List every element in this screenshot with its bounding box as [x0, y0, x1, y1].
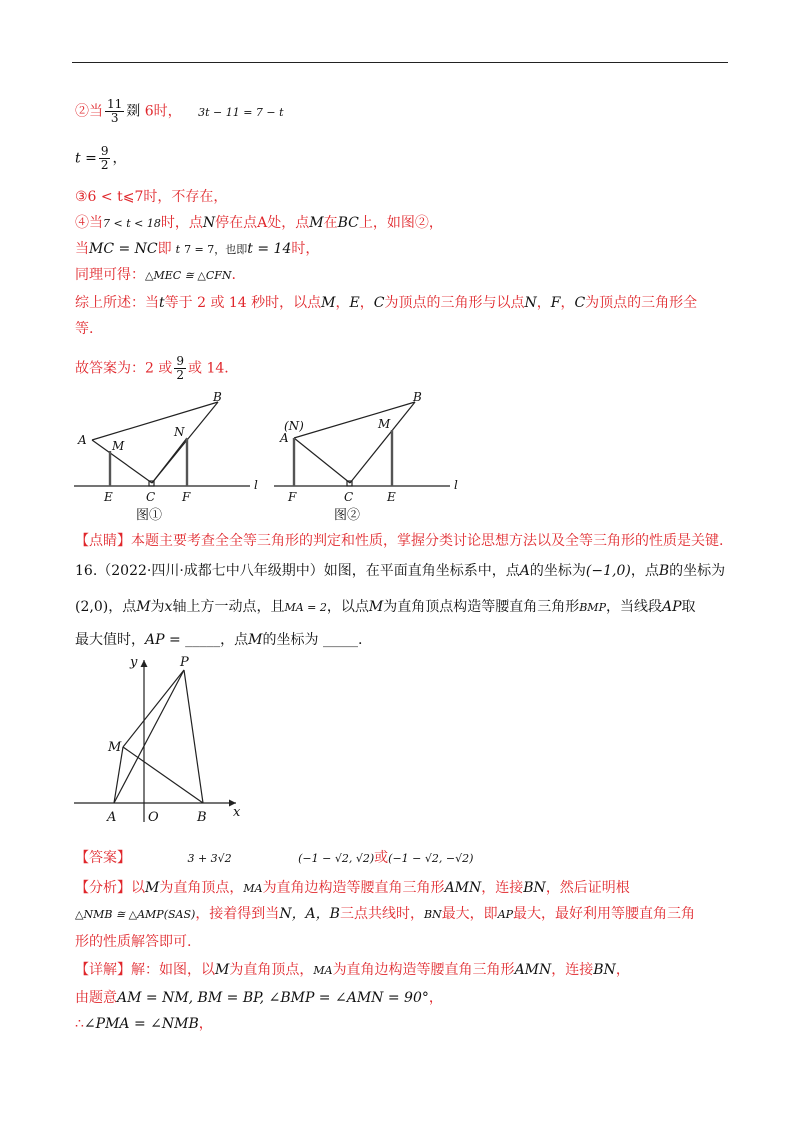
- summary-line-1: 综上所述：当t等于 2 或 14 秒时，以点M，E，C为顶点的三角形与以点N，F，C为顶点的三角形全: [75, 295, 698, 311]
- case4-when-line: 当MC = NC即 t 7 = 7，也即t = 14时，: [75, 241, 320, 257]
- problem16-line-3: 最大值时，AP = _____，点M的坐标为 _____.: [75, 632, 363, 648]
- segment-ac: [294, 438, 350, 483]
- case2-prefix: ②当: [75, 103, 103, 120]
- answer-blank-1[interactable]: _____: [185, 632, 221, 648]
- detail-line-2: 由题意AM = NM, BM = BP, ∠BMP = ∠AMN = 90°，: [75, 990, 443, 1006]
- answer16-line: 【答案】 3 + 3√2 (−1 − √2, √2)或(−1 − √2, −√2): [75, 850, 474, 866]
- label-y: y: [130, 655, 138, 670]
- label-c: C: [344, 490, 354, 504]
- summary-line-2: 等.: [75, 321, 94, 337]
- segment-ab: [92, 402, 218, 440]
- answer-line: 故答案为：2 或 $\frac{9}{2}$ 或 14.: [75, 354, 229, 382]
- label-f: F: [182, 490, 191, 504]
- detail-tag: 【详解】: [75, 962, 131, 978]
- figure-1-caption: 图①: [136, 508, 163, 523]
- segment-mb: [123, 747, 203, 803]
- segment-cb: [350, 402, 415, 483]
- label-n: (N): [284, 419, 304, 433]
- problem16-line-1: 16.（2022·四川·成都七中八年级期中）如图，在平面直角坐标系中，点A的坐标为(−1,0)，点B的坐标为: [75, 563, 726, 579]
- comment-tag: 【点睛】: [75, 533, 131, 549]
- label-b: B: [197, 810, 207, 825]
- analysis-line-3: 形的性质解答即可.: [75, 934, 192, 950]
- t-value-line: t = $\frac{9}{2}$ ，: [75, 144, 127, 172]
- detail-line-3: ∴∠PMA = ∠NMB，: [75, 1016, 213, 1032]
- fraction-9-2: $\frac{9}{2}$: [100, 144, 109, 172]
- answer-tag: 【答案】: [75, 850, 131, 866]
- analysis-tag: 【分析】: [75, 880, 131, 896]
- case2-line: ②当 $\frac{11}{3}$ 剟 6时， 3t − 11 = 7 − t: [75, 97, 284, 125]
- detail-line-1: 【详解】解：如图，以M为直角顶点，MA为直角边构造等腰直角三角形AMN，连接BN，: [75, 962, 630, 978]
- problem16-line-2: (2,0)，点M为x轴上方一动点，且MA = 2，以点M为直角顶点构造等腰直角三角形BMP，当线段AP取: [75, 599, 696, 615]
- label-o: O: [148, 810, 159, 825]
- figure-2: [270, 388, 470, 526]
- label-x: x: [233, 805, 241, 820]
- analysis-line-2: △NMB ≅ △AMP(SAS)，接着得到当N，A，B三点共线时，BN最大，即AP最大，最好利用等腰直角三角: [75, 906, 696, 922]
- label-a: A: [107, 810, 117, 825]
- figure-1: [70, 388, 270, 526]
- label-e: E: [387, 490, 396, 504]
- segment-pb: [184, 670, 203, 803]
- label-e: E: [104, 490, 113, 504]
- segment-mp: [123, 670, 184, 747]
- figure-2-caption: 图②: [334, 508, 361, 523]
- label-m: M: [108, 740, 122, 755]
- label-l: l: [254, 478, 258, 492]
- fraction-11-3: $\frac{11}{3}$: [107, 97, 123, 125]
- comment-line: 【点睛】本题主要考查全全等三角形的判定和性质，掌握分类讨论思想方法以及全等三角形的性质是关键.: [75, 533, 724, 549]
- label-l: l: [454, 478, 458, 492]
- label-a: A: [78, 433, 87, 447]
- label-m: M: [112, 439, 125, 453]
- segment-cn: [152, 438, 187, 483]
- label-a: A: [280, 431, 289, 445]
- case3-line: ③6 < t⩽7时，不存在，: [75, 189, 228, 205]
- case2-equation: 3t − 11 = 7 − t: [198, 105, 284, 119]
- label-b: B: [413, 390, 422, 404]
- label-c: C: [146, 490, 156, 504]
- header-rule: [72, 62, 728, 63]
- analysis-line-1: 【分析】以M为直角顶点，MA为直角边构造等腰直角三角形AMN，连接BN，然后证明根: [75, 880, 630, 896]
- segment-ab: [294, 402, 415, 438]
- answer-blank-2[interactable]: _____: [322, 632, 358, 648]
- label-p: P: [180, 655, 189, 670]
- label-b: B: [213, 390, 222, 404]
- case4-line: ④当7 < t < 18时，点N停在点A处，点M在BC上，如图②，: [75, 215, 443, 231]
- label-n: N: [174, 425, 185, 439]
- label-f: F: [288, 490, 297, 504]
- similar-line: 同理可得：△MEC ≅ △CFN.: [75, 267, 236, 283]
- fraction-9-2-answer: $\frac{9}{2}$: [176, 354, 184, 382]
- figure-coordinate: [70, 650, 260, 830]
- label-m: M: [378, 417, 391, 431]
